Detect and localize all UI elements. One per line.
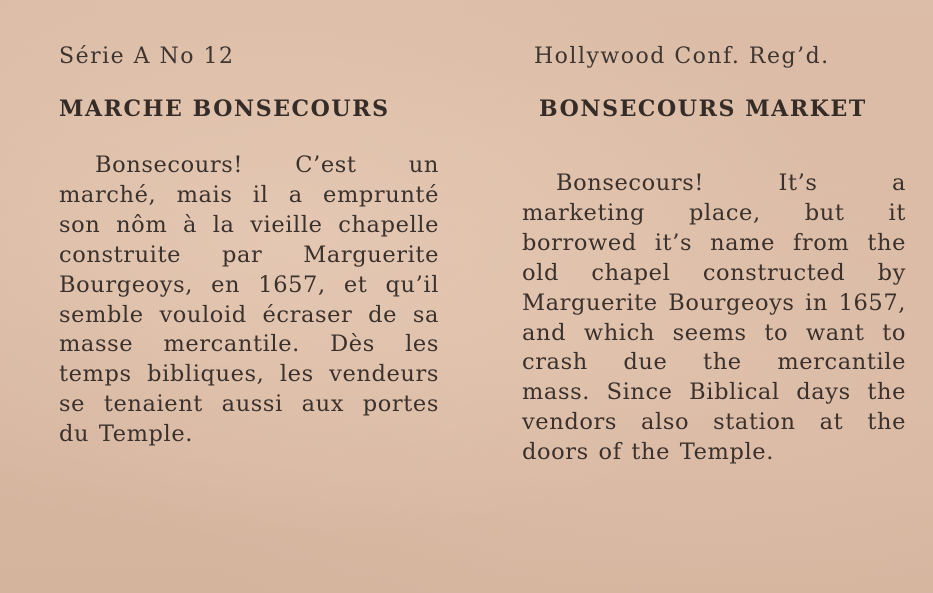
english-title: BONSECOURS MARKET bbox=[539, 96, 867, 122]
english-description: Bonsecours! It’s a marketing place, but it borrowed it’s name from the old chapel constructed by Marguerite Bourgeoys in 1657, and which seems to want to crash due the mercantile mass. Since Biblical days the vendors also station at the doors of the Temple. bbox=[522, 170, 906, 466]
french-description: Bonsecours! C’est un marché, mais il a emprunté son nôm à la vieille chapelle construite par Marguerite Bourgeoys, en 1657, et qu’il semble vouloid écraser de sa masse mercantile. Dès les temps bibliques, les vendeurs se tenaient aussi aux portes du Temple. bbox=[59, 152, 439, 448]
publisher-name: Hollywood Conf. Reg’d. bbox=[534, 44, 830, 69]
french-title: MARCHE BONSECOURS bbox=[59, 96, 390, 122]
series-number: Série A No 12 bbox=[59, 44, 235, 69]
